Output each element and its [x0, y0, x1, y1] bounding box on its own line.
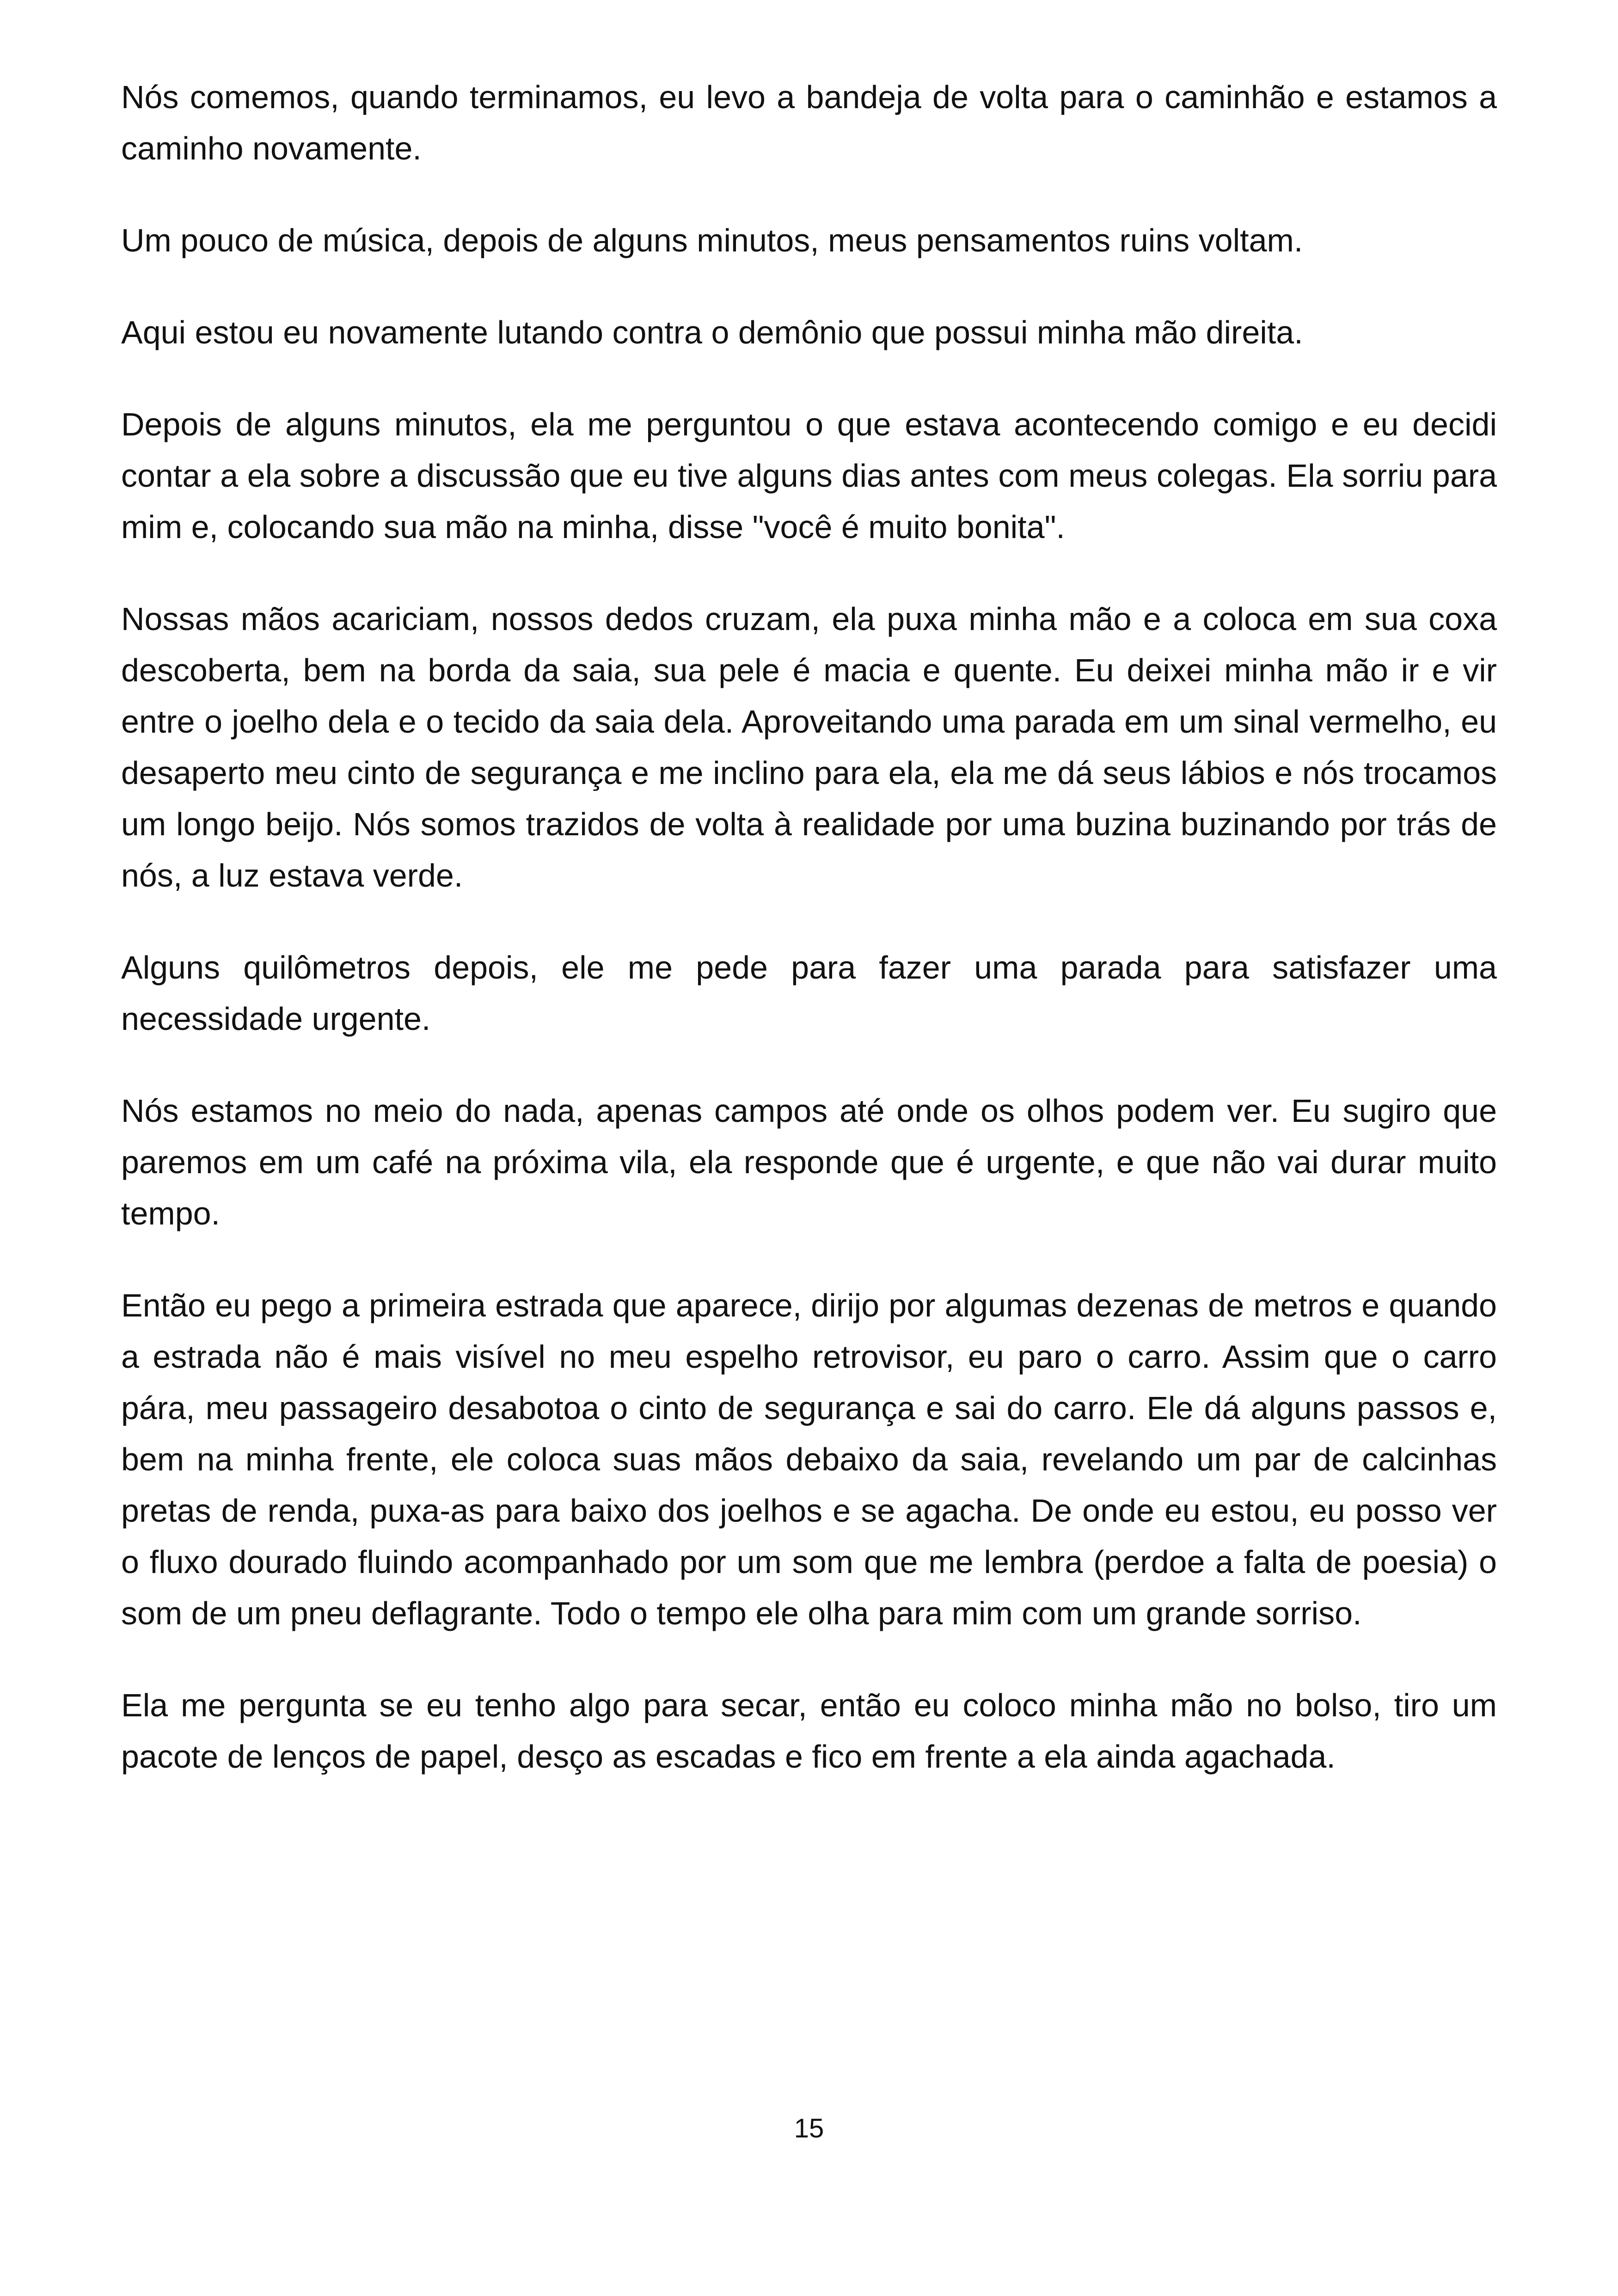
paragraph: Então eu pego a primeira estrada que aparece, dirijo por algumas dezenas de metros e quando a estrada não é mais visível no meu espelho retrovisor, eu paro o carro. Assim que o carro pára, meu passageiro desabotoa o cinto de segurança e sai do carro. Ele dá alguns passos e, bem na minha frente, ele coloca suas mãos debaixo da saia, revelando um par de calcinhas pretas de renda, puxa-as para baixo dos joelhos e se agacha. De onde eu estou, eu posso ver o fluxo dourado fluindo acompanhado por um som que me lembra (perdoe a falta de poesia) o som de um pneu deflagrante. Todo o tempo ele olha para mim com um grande sorriso.: [121, 1287, 1497, 1631]
paragraph: Depois de alguns minutos, ela me perguntou o que estava acontecendo comigo e eu decidi contar a ela sobre a discussão que eu tive alguns dias antes com meus colegas. Ela sorriu para mim e, colocando sua mão na minha, disse "você é muito bonita".: [121, 406, 1497, 545]
document-body: [121, 72, 1497, 1823]
paragraph: Um pouco de música, depois de alguns minutos, meus pensamentos ruins voltam.: [121, 222, 1303, 258]
paragraph: Aqui estou eu novamente lutando contra o demônio que possui minha mão direita.: [121, 314, 1303, 350]
paragraph: Nossas mãos acariciam, nossos dedos cruzam, ela puxa minha mão e a coloca em sua coxa descoberta, bem na borda da saia, sua pele é macia e quente. Eu deixei minha mão ir e vir entre o joelho dela e o tecido da saia dela. Aproveitando uma parada em um sinal vermelho, eu desaperto meu cinto de segurança e me inclino para ela, ela me dá seus lábios e nós trocamos um longo beijo. Nós somos trazidos de volta à realidade por uma buzina buzinando por trás de nós, a luz estava verde.: [121, 601, 1497, 894]
paragraph: Nós comemos, quando terminamos, eu levo a bandeja de volta para o caminhão e estamos a caminho novamente.: [121, 79, 1497, 166]
paragraph: Ela me pergunta se eu tenho algo para secar, então eu coloco minha mão no bolso, tiro um pacote de lenços de papel, desço as escadas e fico em frente a ela ainda agachada.: [121, 1687, 1497, 1775]
page-number: 15: [794, 2113, 824, 2143]
paragraph: Nós estamos no meio do nada, apenas campos até onde os olhos podem ver. Eu sugiro que paremos em um café na próxima vila, ela responde que é urgente, e que não vai durar muito tempo.: [121, 1093, 1497, 1231]
paragraph: Alguns quilômetros depois, ele me pede para fazer uma parada para satisfazer uma necessidade urgente.: [121, 949, 1497, 1037]
